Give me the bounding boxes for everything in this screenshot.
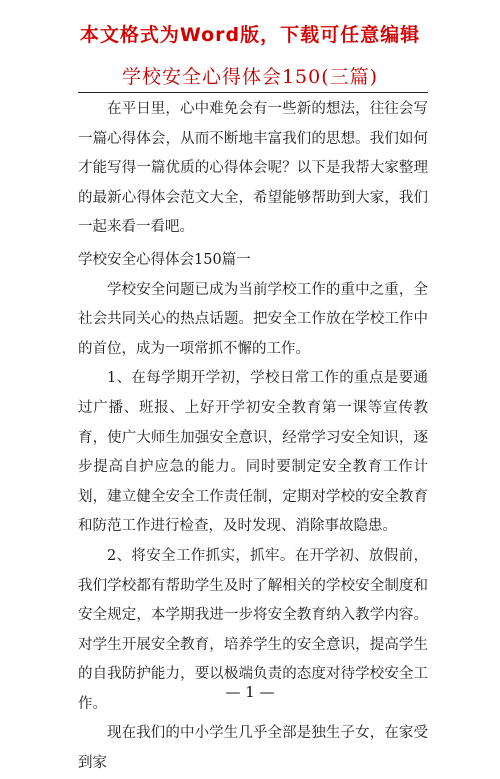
title-divider xyxy=(78,92,428,93)
document-title: 学校安全心得体会150(三篇) xyxy=(121,66,379,88)
section-heading: 学校安全心得体会150篇一 xyxy=(78,251,251,268)
editable-notice-banner: 本文格式为Word版，下载可任意编辑 xyxy=(79,24,421,46)
body-paragraph: 学校安全问题已成为当前学校工作的重中之重，全社会共同关心的热点话题。把安全工作放在学校工作中的首位，成为一项常抓不懈的工作。 xyxy=(78,281,428,357)
intro-paragraph: 在平日里，心中难免会有一些新的想法，往往会写一篇心得体会，从而不断地丰富我们的思想。我们如何才能写得一篇优质的心得体会呢？以下是我帮大家整理的最新心得体会范文大全，希望能够帮助到大家，我们一起来看一看吧。 xyxy=(78,101,428,236)
page-number: — 1 — xyxy=(225,683,275,701)
body-paragraph: 现在我们的中小学生几乎全部是独生子女，在家受到家 xyxy=(78,725,428,772)
body-paragraph: 2、将安全工作抓实，抓牢。在开学初、放假前，我们学校都有帮助学生及时了解相关的学校安全制度和安全规定，本学期我进一步将安全教育纳入教学内容。对学生开展安全教育，培养学生的安全意识，提高学生的自我防护能力，要以极端负责的态度对待学校安全工作。 xyxy=(78,547,428,712)
body-paragraph: 1、在每学期开学初，学校日常工作的重点是要通过广播、班报、上好开学初安全教育第一课等宣传教育，使广大师生加强安全意识，经常学习安全知识，逐步提高自护应急的能力。同时要制定安全教育工作计划，建立健全安全工作责任制，定期对学校的安全教育和防范工作进行检查，及时发现、消除事故隐患。 xyxy=(78,370,428,535)
document-body xyxy=(78,95,428,779)
